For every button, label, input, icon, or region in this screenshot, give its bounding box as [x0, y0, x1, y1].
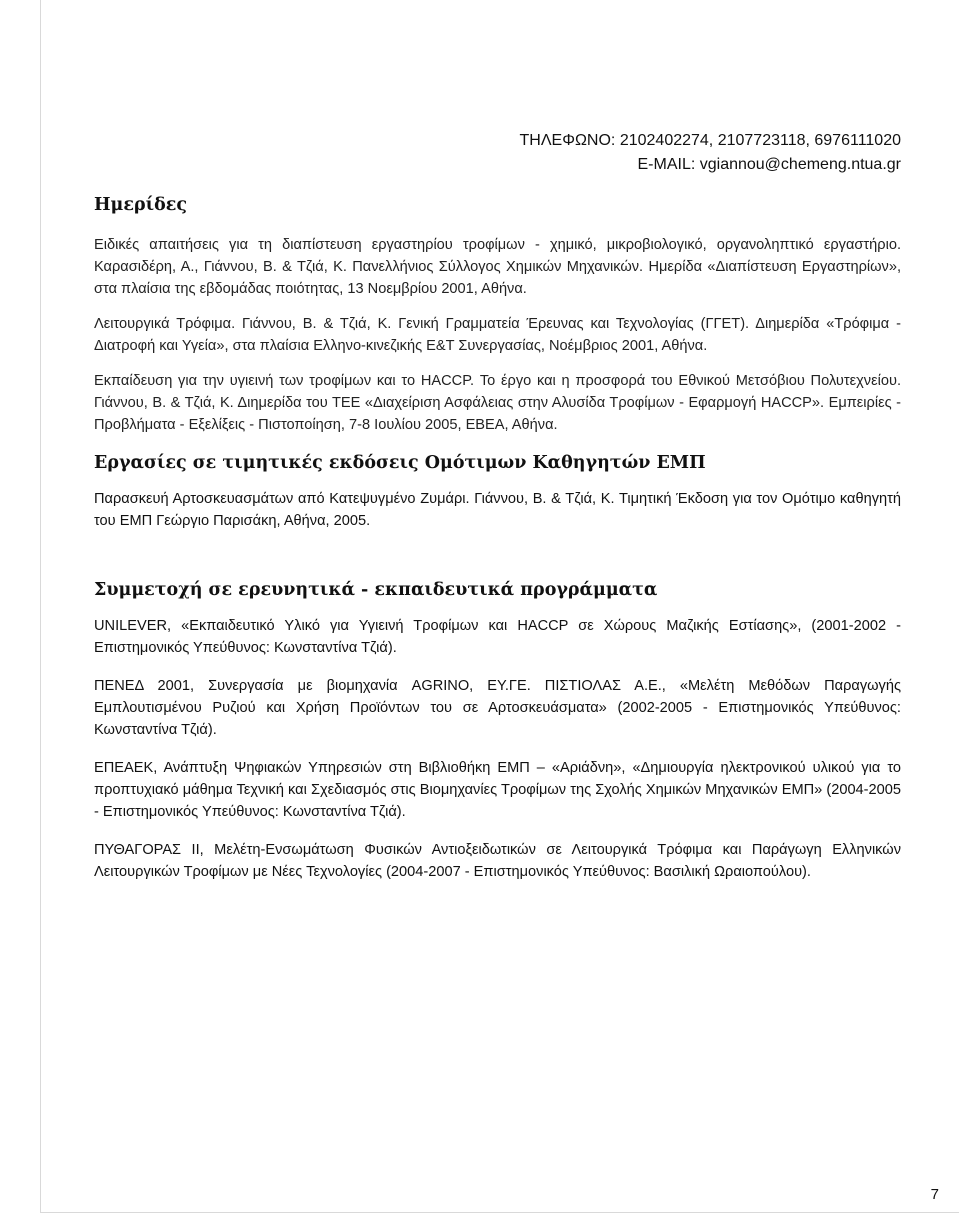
phone-line: ΤΗΛΕΦΩΝΟ: 2102402274, 2107723118, 6976111020	[519, 132, 901, 149]
program-item: ΠΥΘΑΓΟΡΑΣ ΙΙ, Μελέτη-Ενσωμάτωση Φυσικών Αντιοξειδωτικών σε Λειτουργικά Τρόφιμα και Παράγωγη Ελληνικών Λειτουργικών Τροφίμων με Νέες Τεχνολογίες (2004-2007 - Επιστημονικός Υπεύθυνος: Βασιλική Ωραιοπούλου).	[94, 842, 901, 880]
programs-heading: Συμμετοχή σε ερευνητικά - εκπαιδευτικά προγράμματα	[94, 580, 658, 600]
program-item: UNILEVER, «Εκπαιδευτικό Υλικό για Υγιεινή Τροφίμων και HACCP σε Χώρους Μαζικής Εστίασης», (2001-2002 - Επιστημονικός Υπεύθυνος: Κωνσταντίνα Τζιά).	[94, 618, 901, 656]
honorary-heading: Εργασίες σε τιμητικές εκδόσεις Ομότιμων Καθηγητών ΕΜΠ	[94, 453, 706, 473]
contact-block	[520, 129, 901, 177]
program-item: ΠΕΝΕΔ 2001, Συνεργασία με βιομηχανία AGRINO, ΕΥ.ΓΕ. ΠΙΣΤΙΟΛΑΣ Α.Ε., «Μελέτη Μεθόδων Παραγωγής Εμπλουτισμένου Ρυζιού και Χρήση Προϊόντων του σε Αρτοσκευάσματα» (2002-2005 - Επιστημονικός Υπεύθυνος: Κωνσταντίνα Τζιά).	[94, 678, 901, 738]
seminar-item: Ειδικές απαιτήσεις για τη διαπίστευση εργαστηρίου τροφίμων - χημικό, μικροβιολογικό, οργανοληπτικό εργαστήριο. Καρασιδέρη, Α., Γιάννου, Β. & Τζιά, Κ. Πανελλήνιος Σύλλογος Χημικών Μηχανικών. Ημερίδα «Διαπίστευση Εργαστηρίων», στα πλαίσια της εβδομάδας ποιότητας, 13 Νοεμβρίου 2001, Αθήνα.	[94, 237, 901, 297]
seminar-item: Λειτουργικά Τρόφιμα. Γιάννου, Β. & Τζιά, Κ. Γενική Γραμματεία Έρευνας και Τεχνολογίας (ΓΓΕΤ). Διημερίδα «Τρόφιμα - Διατροφή και Υγεία», στα πλαίσια Ελληνο-κινεζικής Ε&Τ Συνεργασίας, Νοέμβριος 2001, Αθήνα.	[94, 316, 901, 354]
document-body	[94, 195, 901, 883]
program-item: ΕΠΕΑΕΚ, Ανάπτυξη Ψηφιακών Υπηρεσιών στη Βιβλιοθήκη ΕΜΠ – «Αριάδνη», «Δημιουργία ηλεκτρονικού υλικού για το προπτυχιακό μάθημα Τεχνική και Σχεδιασμός στις Βιομηχανίες Τροφίμων της Σχολής Χημικών Μηχανικών ΕΜΠ» (2004-2005 - Επιστημονικός Υπεύθυνος: Κωνσταντίνα Τζιά).	[94, 760, 901, 820]
honorary-item: Παρασκευή Αρτοσκευασμάτων από Κατεψυγμένο Ζυμάρι. Γιάννου, Β. & Τζιά, Κ. Τιμητική Έκδοση για τον Ομότιμο καθηγητή του ΕΜΠ Γεώργιο Παρισάκη, Αθήνα, 2005.	[94, 491, 901, 529]
email-line: E-MAIL: vgiannou@chemeng.ntua.gr	[637, 156, 901, 173]
page-number: 7	[930, 1186, 939, 1203]
seminar-item: Εκπαίδευση για την υγιεινή των τροφίμων και το HACCP. Το έργο και η προσφορά του Εθνικού Μετσόβιου Πολυτεχνείου. Γιάννου, Β. & Τζιά, Κ. Διημερίδα του ΤΕΕ «Διαχείριση Ασφάλειας στην Αλυσίδα Τροφίμων - Εφαρμογή HACCP». Εμπειρίες - Προβλήματα - Εξελίξεις - Πιστοποίηση, 7-8 Ιουλίου 2005, ΕΒΕΑ, Αθήνα.	[94, 373, 901, 433]
seminars-heading: Ημερίδες	[94, 195, 188, 215]
